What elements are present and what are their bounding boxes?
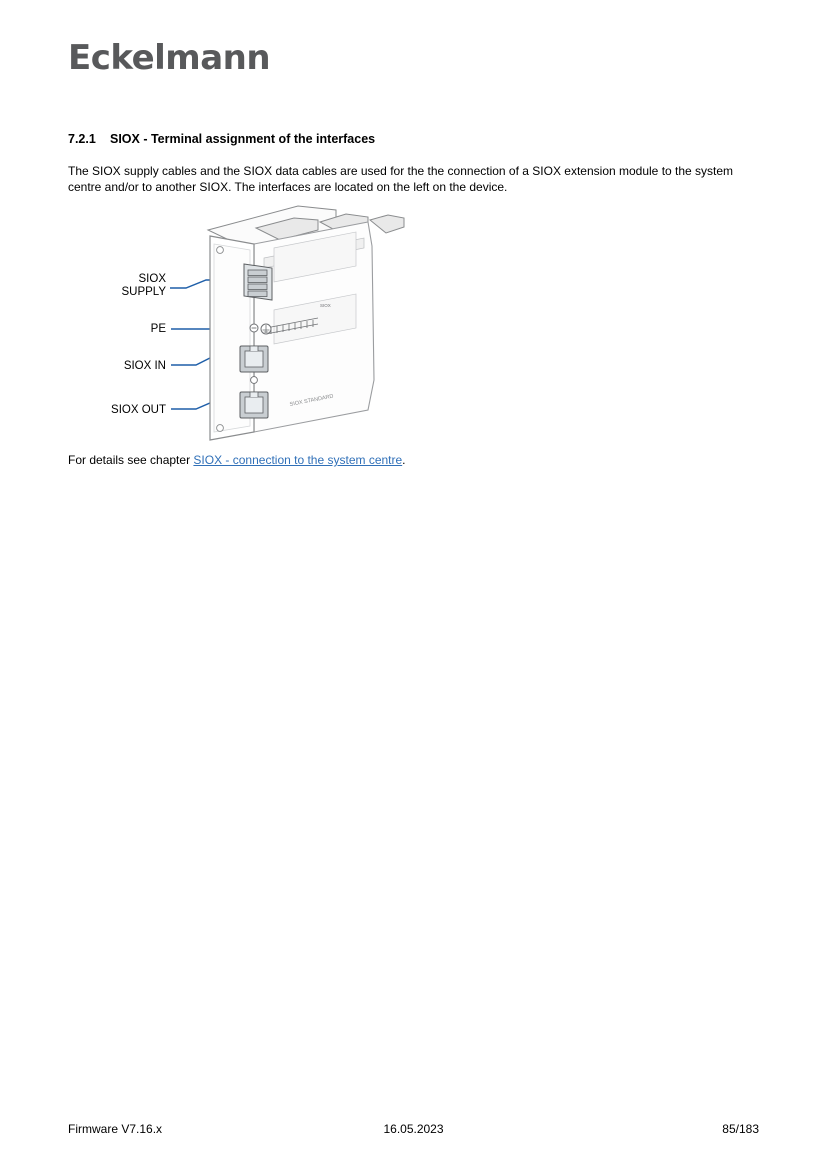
label-pe: PE xyxy=(150,323,166,335)
device-side-text: SIOX STANDARD xyxy=(289,393,335,408)
footer-firmware: Firmware V7.16.x xyxy=(68,1122,163,1136)
section-number: 7.2.1 xyxy=(68,132,96,146)
label-siox-out: SIOX OUT xyxy=(111,404,166,416)
detail-prefix: For details see chapter xyxy=(68,453,194,467)
intro-paragraph: The SIOX supply cables and the SIOX data cables are used for the the connection of a SIOX extension module to the system centre and/or to another SIOX. The interfaces are located on the left on the device. xyxy=(68,164,734,194)
label-siox-in: SIOX IN xyxy=(123,360,166,372)
section-title: SIOX - Terminal assignment of the interfaces xyxy=(110,132,376,146)
chapter-link[interactable]: SIOX - connection to the system centre xyxy=(193,453,403,467)
section-heading xyxy=(68,132,375,146)
device-marking: SIOX xyxy=(320,303,331,308)
footer-date: 16.05.2023 xyxy=(383,1122,444,1136)
label-supply: SUPPLY xyxy=(121,286,166,298)
footer-page-number: 85/183 xyxy=(722,1122,759,1136)
figure-siox-interfaces xyxy=(68,200,408,445)
page-footer xyxy=(0,1122,827,1142)
detail-suffix: . xyxy=(402,453,406,467)
label-siox: SIOX xyxy=(138,273,166,285)
siox-out-socket xyxy=(240,392,268,418)
figure-illustration xyxy=(68,200,408,445)
brand-logo: Eckelmann xyxy=(68,38,271,78)
detail-reference xyxy=(68,453,406,467)
siox-supply-terminal xyxy=(244,264,272,300)
